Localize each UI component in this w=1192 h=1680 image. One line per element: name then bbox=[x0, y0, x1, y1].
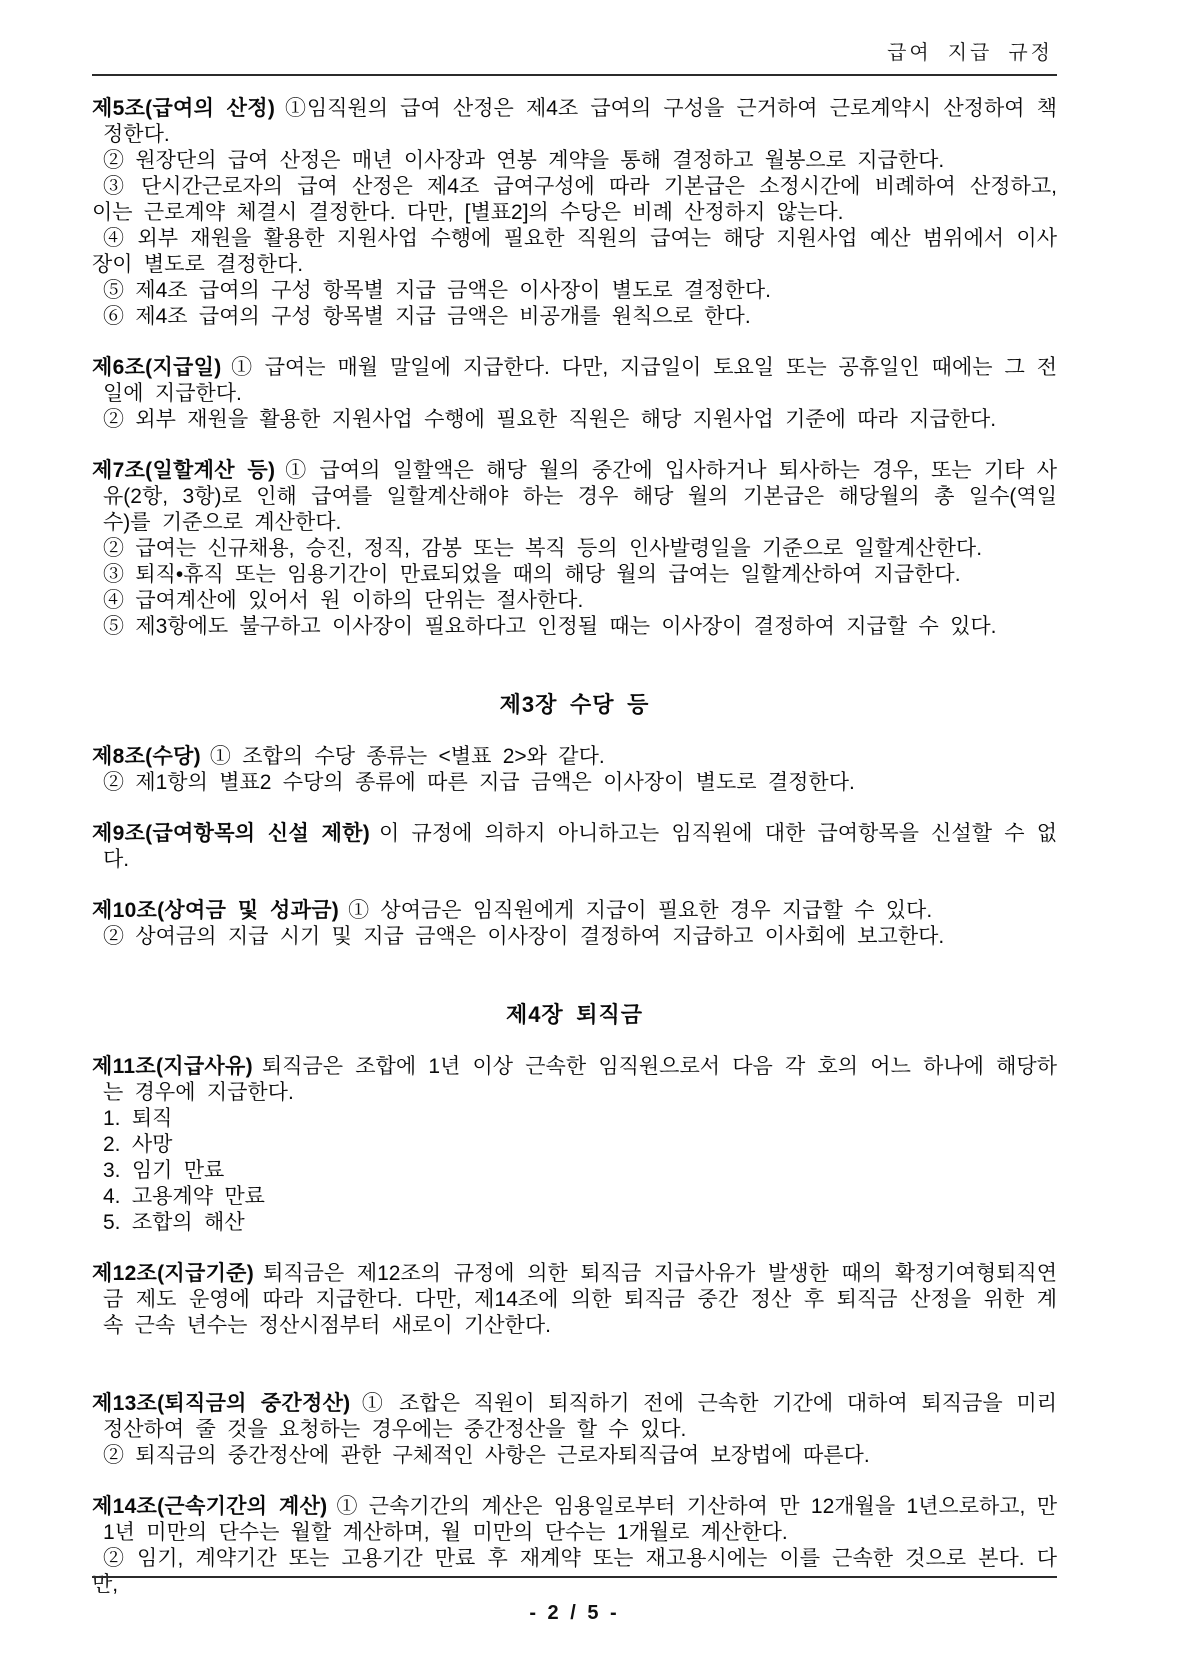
article-5-intro bbox=[92, 96, 1057, 148]
article-9-intro bbox=[92, 821, 1057, 873]
article-10-intro-text: ① 상여금은 임직원에게 지급이 필요한 경우 지급할 수 있다. bbox=[348, 899, 933, 922]
article-8 bbox=[92, 744, 1057, 796]
article-11-intro bbox=[92, 1054, 1057, 1106]
article-10-intro bbox=[92, 898, 1057, 924]
document-title: 급여 지급 규정 bbox=[887, 42, 1053, 64]
article-7 bbox=[92, 458, 1057, 640]
article-13-intro bbox=[92, 1391, 1057, 1443]
article-5-clause-3: ③ 단시간근로자의 급여 산정은 제4조 급여구성에 따라 기본급은 소정시간에 비례하여 산정하고, 이는 근로계약 체결시 결정한다. 다만, [별표2]의 수당은 비례 산정하지 않는다. bbox=[92, 175, 1057, 224]
article-9 bbox=[92, 821, 1057, 873]
article-7-clause-3: ③ 퇴직•휴직 또는 임용기간이 만료되었을 때의 해당 월의 급여는 일할계산하여 지급한다. bbox=[103, 563, 961, 586]
article-7-intro-text: ① 급여의 일할액은 해당 월의 중간에 입사하거나 퇴사하는 경우, 또는 기타 사유(2항, 3항)로 인해 급여를 일할계산해야 하는 경우 해당 월의 기본급은 해당월의 총 일수(역일 수)를 기준으로 계산한다. bbox=[103, 459, 1057, 534]
article-14-intro-text: ① 근속기간의 계산은 임용일로부터 기산하여 만 12개월을 1년으로하고, 만 1년 미만의 단수는 월할 계산하며, 월 미만의 단수는 1개월로 계산한다. bbox=[103, 1495, 1058, 1544]
article-8-clause-2: ② 제1항의 별표2 수당의 종류에 따른 지급 금액은 이사장이 별도로 결정한다. bbox=[103, 771, 855, 794]
article-8-title: 제8조(수당) bbox=[92, 745, 201, 768]
chapter-4-heading: 제4장 퇴직금 bbox=[505, 1002, 644, 1027]
article-12-title: 제12조(지급기준) bbox=[92, 1262, 255, 1285]
article-13-title: 제13조(퇴직금의 중간정산) bbox=[92, 1392, 351, 1415]
article-7-title: 제7조(일할계산 등) bbox=[92, 459, 276, 482]
article-8-intro bbox=[92, 744, 1057, 770]
chapter-3-heading: 제3장 수당 등 bbox=[499, 692, 650, 717]
page-footer bbox=[92, 1576, 1057, 1625]
article-11-item-5: 5. 조합의 해산 bbox=[103, 1211, 245, 1234]
article-10-clause-2: ② 상여금의 지급 시기 및 지급 금액은 이사장이 결정하여 지급하고 이사회에 보고한다. bbox=[103, 925, 945, 948]
article-5 bbox=[92, 96, 1057, 330]
article-9-intro-text: 이 규정에 의하지 아니하고는 임직원에 대한 급여항목을 신설할 수 없다. bbox=[103, 822, 1057, 871]
article-11-intro-text: 퇴직금은 조합에 1년 이상 근속한 임직원으로서 다음 각 호의 어느 하나에 해당하는 경우에 지급한다. bbox=[103, 1055, 1057, 1104]
article-14-title: 제14조(근속기간의 계산) bbox=[92, 1495, 328, 1518]
article-6-clause-2: ② 외부 재원을 활용한 지원사업 수행에 필요한 직원은 해당 지원사업 기준에 따라 지급한다. bbox=[103, 408, 997, 431]
page-header bbox=[92, 36, 1057, 76]
article-12-intro bbox=[92, 1261, 1057, 1339]
article-11-title: 제11조(지급사유) bbox=[92, 1055, 253, 1078]
article-6-intro bbox=[92, 355, 1057, 407]
article-7-clause-2: ② 급여는 신규채용, 승진, 정직, 감봉 또는 복직 등의 인사발령일을 기준으로 일할계산한다. bbox=[103, 537, 983, 560]
article-7-clause-4: ④ 급여계산에 있어서 원 이하의 단위는 절사한다. bbox=[103, 589, 584, 612]
article-11-item-2: 2. 사망 bbox=[103, 1133, 173, 1156]
article-11-item-4: 4. 고용계약 만료 bbox=[103, 1185, 265, 1208]
article-5-title: 제5조(급여의 산정) bbox=[92, 97, 276, 120]
article-14-clause-2: ② 임기, 계약기간 또는 고용기간 만료 후 재계약 또는 재고용시에는 이를 근속한 것으로 본다. 다만, bbox=[92, 1547, 1057, 1596]
article-13 bbox=[92, 1391, 1057, 1469]
article-11 bbox=[92, 1054, 1057, 1236]
article-14-intro bbox=[92, 1494, 1057, 1546]
document-body bbox=[92, 76, 1057, 1598]
article-5-intro-text: ①임직원의 급여 산정은 제4조 급여의 구성을 근거하여 근로계약시 산정하여 책정한다. bbox=[103, 97, 1057, 146]
page-number: - 2 / 5 - bbox=[529, 1602, 620, 1624]
article-10 bbox=[92, 898, 1057, 950]
article-9-title: 제9조(급여항목의 신설 제한) bbox=[92, 822, 371, 845]
article-6-title: 제6조(지급일) bbox=[92, 356, 222, 379]
article-13-intro-text: ① 조합은 직원이 퇴직하기 전에 근속한 기간에 대하여 퇴직금을 미리 정산하여 줄 것을 요청하는 경우에는 중간정산을 할 수 있다. bbox=[103, 1392, 1057, 1441]
article-8-intro-text: ① 조합의 수당 종류는 <별표 2>와 같다. bbox=[209, 745, 605, 768]
article-6-intro-text: ① 급여는 매월 말일에 지급한다. 다만, 지급일이 토요일 또는 공휴일인 때에는 그 전일에 지급한다. bbox=[103, 356, 1057, 405]
article-7-intro bbox=[92, 458, 1057, 536]
article-12 bbox=[92, 1261, 1057, 1339]
article-5-clause-5: ⑤ 제4조 급여의 구성 항목별 지급 금액은 이사장이 별도로 결정한다. bbox=[103, 279, 771, 302]
article-11-item-1: 1. 퇴직 bbox=[103, 1107, 173, 1130]
article-5-clause-4: ④ 외부 재원을 활용한 지원사업 수행에 필요한 직원의 급여는 해당 지원사업 예산 범위에서 이사장이 별도로 결정한다. bbox=[92, 227, 1057, 276]
article-10-title: 제10조(상여금 및 성과금) bbox=[92, 899, 340, 922]
article-11-item-3: 3. 임기 만료 bbox=[103, 1159, 225, 1182]
article-7-clause-5: ⑤ 제3항에도 불구하고 이사장이 필요하다고 인정될 때는 이사장이 결정하여 지급할 수 있다. bbox=[103, 615, 997, 638]
article-6 bbox=[92, 355, 1057, 433]
article-5-clause-2: ② 원장단의 급여 산정은 매년 이사장과 연봉 계약을 통해 결정하고 월봉으로 지급한다. bbox=[103, 149, 945, 172]
article-5-clause-6: ⑥ 제4조 급여의 구성 항목별 지급 금액은 비공개를 원칙으로 한다. bbox=[103, 305, 751, 328]
article-12-intro-text: 퇴직금은 제12조의 규정에 의한 퇴직금 지급사유가 발생한 때의 확정기여형퇴직연금 제도 운영에 따라 지급한다. 다만, 제14조에 의한 퇴직금 중간 정산 후 퇴직금 산정을 위한 계속 근속 년수는 정산시점부터 새로이 기산한다. bbox=[103, 1262, 1057, 1337]
article-13-clause-2: ② 퇴직금의 중간정산에 관한 구체적인 사항은 근로자퇴직급여 보장법에 따른다. bbox=[103, 1444, 870, 1467]
